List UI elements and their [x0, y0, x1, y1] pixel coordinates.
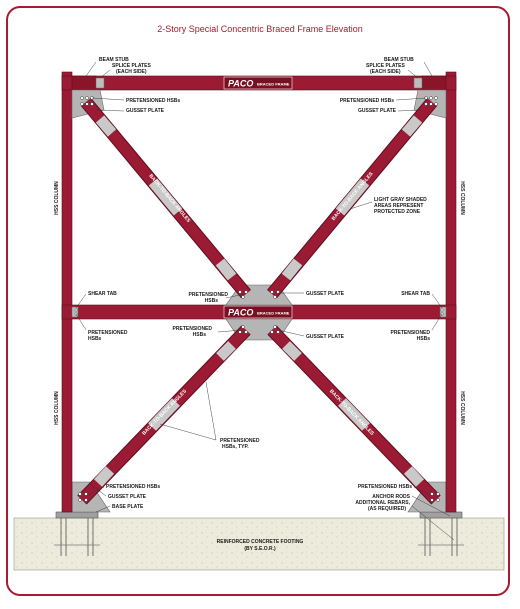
- label-anchor-rods: ANCHOR RODS: [372, 494, 410, 500]
- label-hss-column-left-upper: HSS COLUMN: [54, 181, 60, 215]
- label-protected-zone-2: AREAS REPRESENT: [374, 203, 424, 209]
- label-splice-plates-right-1: SPLICE PLATES: [366, 63, 405, 69]
- label-hss-column-right-lower: HSS COLUMN: [459, 391, 465, 425]
- roof-beam-logo: [224, 77, 292, 89]
- label-hsbs-base-left: PRETENSIONED HSBs: [106, 484, 161, 490]
- label-angles-upper-left: BACK-TO-BACK ANGLES: [147, 173, 192, 224]
- base-plate-left: [56, 512, 98, 518]
- label-splice-plates-left-1: SPLICE PLATES: [112, 63, 151, 69]
- floor-beam-logo: [224, 306, 292, 318]
- label-base-plate-left: BASE PLATE: [112, 504, 144, 510]
- label-hsbs-top-left: PRETENSIONED HSBs: [126, 98, 181, 104]
- label-hsbs-right-mid: HSBs: [416, 336, 430, 342]
- label-gusset-top-right: GUSSET PLATE: [358, 108, 396, 114]
- label-pretensioned-mid-upper: PRETENSIONED: [188, 292, 228, 298]
- label-hsbs-typ: HSBs, TYP.: [222, 444, 249, 450]
- label-as-required: (AS REQUIRED): [367, 506, 406, 512]
- label-hsbs-top-right: PRETENSIONED HSBs: [339, 98, 394, 104]
- label-protected-zone-1: LIGHT GRAY SHADED: [374, 197, 427, 203]
- splice-plate-right: [414, 78, 422, 88]
- diagram-title: 2-Story Special Concentric Braced Frame Elevation: [157, 24, 363, 34]
- label-hsbs-mid-upper: HSBs: [204, 298, 218, 304]
- label-pretensioned-mid-lower: PRETENSIONED: [172, 326, 212, 332]
- splice-plate-left: [96, 78, 104, 88]
- label-gusset-mid-upper: GUSSET PLATE: [306, 291, 344, 297]
- beam-stub-right: [422, 76, 446, 90]
- label-hsbs-left-mid: HSBs: [88, 336, 102, 342]
- footing-label-1: REINFORCED CONCRETE FOOTING: [216, 539, 304, 545]
- label-angles-lower-right: BACK-TO-BACK ANGLES: [328, 388, 375, 437]
- hss-column-right: [446, 72, 456, 512]
- label-protected-zone-3: PROTECTED ZONE: [374, 209, 421, 215]
- label-gusset-base-left: GUSSET PLATE: [108, 494, 146, 500]
- logo-tagline-top: BRACED FRAME: [257, 81, 290, 87]
- base-plate-right: [420, 512, 462, 518]
- label-hsbs-base-right: PRETENSIONED HSBs: [357, 484, 412, 490]
- label-additional-rebars: ADDITIONAL REBARS,: [355, 500, 410, 506]
- label-gusset-mid-lower: GUSSET PLATE: [306, 334, 344, 340]
- label-angles-lower-left: BACK-TO-BACK ANGLES: [141, 388, 188, 437]
- label-hss-column-left-lower: HSS COLUMN: [54, 391, 60, 425]
- logo-tagline-bottom: BRACED FRAME: [257, 310, 290, 316]
- label-pretensioned-right-mid: PRETENSIONED: [390, 330, 430, 336]
- label-hss-column-right-upper: HSS COLUMN: [459, 181, 465, 215]
- label-splice-plates-left-2: (EACH SIDE): [116, 69, 147, 75]
- hss-column-left: [62, 72, 72, 512]
- label-hsbs-mid-lower: HSBs: [192, 332, 206, 338]
- label-gusset-top-left: GUSSET PLATE: [126, 108, 164, 114]
- label-beam-stub-left: BEAM STUB: [99, 57, 129, 63]
- label-splice-plates-right-2: (EACH SIDE): [370, 69, 401, 75]
- footing-label-2: (BY S.E.O.R.): [244, 546, 276, 552]
- label-angles-upper-right: BACK-TO-BACK ANGLES: [330, 171, 375, 222]
- logo-name-top: PACO: [228, 78, 254, 89]
- label-shear-tab-right: SHEAR TAB: [401, 291, 430, 297]
- beam-stub-left: [72, 76, 96, 90]
- label-pretensioned-typ: PRETENSIONED: [220, 438, 260, 444]
- label-beam-stub-right: BEAM STUB: [384, 57, 414, 63]
- logo-name-bottom: PACO: [228, 307, 254, 318]
- label-pretensioned-left-mid: PRETENSIONED: [88, 330, 128, 336]
- label-shear-tab-left: SHEAR TAB: [88, 291, 117, 297]
